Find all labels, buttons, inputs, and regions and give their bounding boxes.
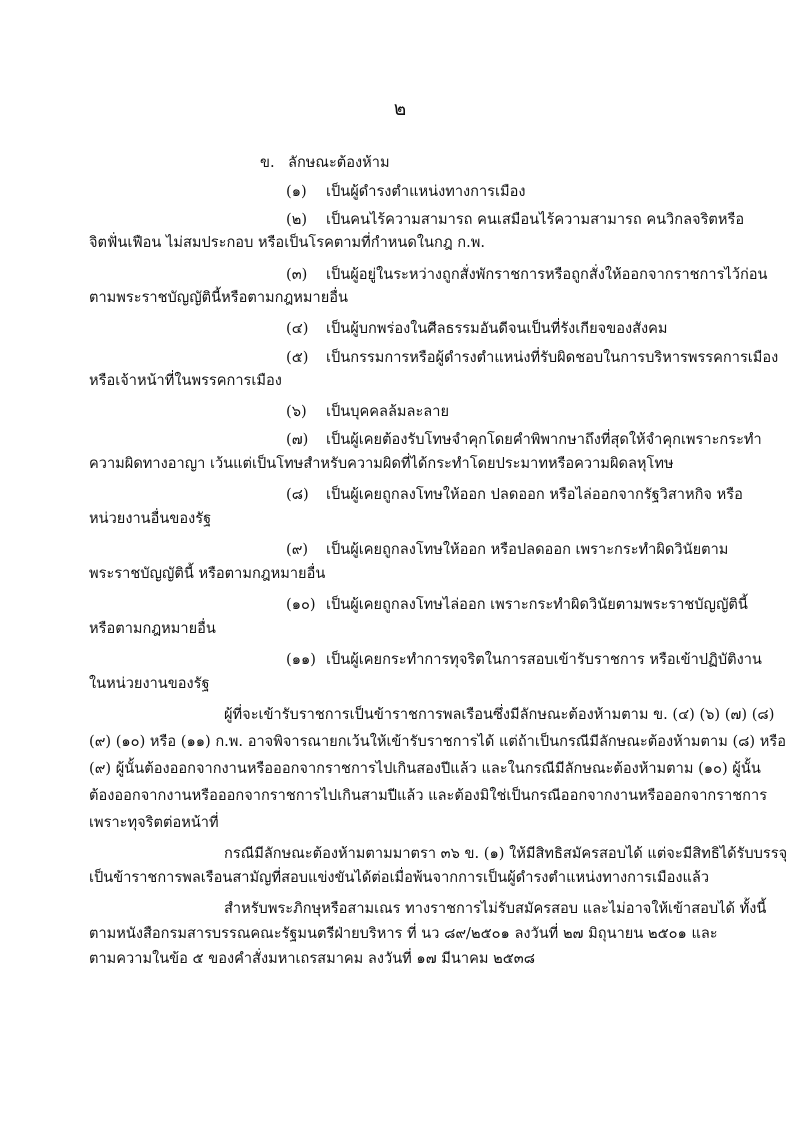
- paragraph-line: สำหรับพระภิกษุหรือสามเณร ทางราชการไม่รับสมัครสอบ และไม่อาจให้เข้าสอบได้ ทั้งนี้: [224, 900, 767, 917]
- item-text: เป็นผู้เคยต้องรับโทษจำคุกโดยคำพิพากษาถึงที่สุดให้จำคุกเพราะกระทำ: [326, 431, 762, 448]
- section-heading: [260, 154, 390, 172]
- paragraph-line: เป็นข้าราชการพลเรือนสามัญที่สอบแข่งขันได้ต่อเมื่อพ้นจากการเป็นผู้ดำรงตำแหน่งทางการเมืองแล้ว: [89, 869, 710, 886]
- paragraph-line: ผู้ที่จะเข้ารับราชการเป็นข้าราชการพลเรือนซึ่งมีลักษณะต้องห้ามตาม ข. (๔) (๖) (๗) (๘): [224, 706, 775, 723]
- item-text: เป็นผู้อยู่ในระหว่างถูกสั่งพักราชการหรือถูกสั่งให้ออกจากราชการไว้ก่อน: [326, 266, 768, 283]
- section-title: ลักษณะต้องห้าม: [288, 154, 390, 171]
- item-number: (๕): [286, 349, 309, 366]
- item-text: เป็นผู้เคยกระทำการทุจริตในการสอบเข้ารับราชการ หรือเข้าปฏิบัติงาน: [326, 651, 762, 668]
- item-number: (๓): [286, 266, 308, 283]
- item-continuation: ความผิดทางอาญา เว้นแต่เป็นโทษสำหรับความผิดที่ได้กระทำโดยประมาทหรือความผิดลหุโทษ: [89, 455, 674, 472]
- item-number: (๗): [286, 431, 309, 448]
- item-continuation: พระราชบัญญัตินี้ หรือตามกฎหมายอื่น: [89, 565, 326, 582]
- section-label: ข.: [260, 154, 275, 171]
- item-number: (๒): [286, 211, 308, 228]
- paragraph-line: ตามหนังสือกรมสารบรรณคณะรัฐมนตรีฝ่ายบริหาร ที่ นว ๘๙/๒๕๐๑ ลงวันที่ ๒๗ มิถุนายน ๒๕๐๑ และ: [89, 925, 718, 942]
- item-text: เป็นผู้ดำรงตำแหน่งทางการเมือง: [326, 183, 526, 200]
- list-item: [286, 651, 762, 669]
- paragraph-line: กรณีมีลักษณะต้องห้ามตามมาตรา ๓๖ ข. (๑) ให้มีสิทธิสมัครสอบได้ แต่จะมีสิทธิได้รับบรรจุ: [224, 845, 788, 862]
- item-text: เป็นคนไร้ความสามารถ คนเสมือนไร้ความสามารถ คนวิกลจริตหรือ: [326, 211, 745, 228]
- list-item: [286, 596, 748, 614]
- paragraph-line: เพราะทุจริตต่อหน้าที่: [89, 814, 219, 831]
- item-text: เป็นผู้บกพร่องในศีลธรรมอันดีจนเป็นที่รังเกียจของสังคม: [326, 320, 668, 337]
- item-number: (๑๐): [286, 596, 316, 613]
- item-continuation: หรือเจ้าหน้าที่ในพรรคการเมือง: [89, 372, 282, 389]
- list-item: [286, 211, 745, 229]
- item-text: เป็นผู้เคยถูกลงโทษให้ออก หรือปลดออก เพราะกระทำผิดวินัยตาม: [326, 541, 729, 558]
- item-number: (๙): [286, 541, 309, 558]
- item-text: เป็นผู้เคยถูกลงโทษไล่ออก เพราะกระทำผิดวินัยตามพระราชบัญญัตินี้: [326, 596, 748, 613]
- list-item: [286, 320, 668, 338]
- page-number: ๒: [393, 98, 407, 120]
- list-item: [286, 486, 743, 504]
- item-text: เป็นกรรมการหรือผู้ดำรงตำแหน่งที่รับผิดชอบในการบริหารพรรคการเมือง: [326, 349, 779, 366]
- item-continuation: หรือตามกฎหมายอื่น: [89, 620, 216, 637]
- paragraph-line: ต้องออกจากงานหรือออกจากราชการไปเกินสามปีแล้ว และต้องมิใช่เป็นกรณีออกจากงานหรือออกจากราชการ: [89, 787, 768, 804]
- item-continuation: จิตฟั่นเฟือน ไม่สมประกอบ หรือเป็นโรคตามที่กำหนดในกฎ ก.พ.: [89, 234, 485, 251]
- item-number: (๔): [286, 320, 309, 337]
- list-item: [286, 541, 728, 559]
- item-text: เป็นบุคคลล้มละลาย: [326, 403, 449, 420]
- item-number: (๘): [286, 486, 309, 503]
- paragraph-line: (๙) ผู้นั้นต้องออกจากงานหรือออกจากราชการไปเกินสองปีแล้ว และในกรณีมีลักษณะต้องห้ามตาม (๑๐) ผู้นั้น: [89, 760, 761, 777]
- item-continuation: หน่วยงานอื่นของรัฐ: [89, 510, 212, 527]
- item-continuation: ในหน่วยงานของรัฐ: [89, 675, 210, 692]
- list-item: [286, 266, 768, 284]
- list-item: [286, 431, 762, 449]
- list-item: [286, 349, 778, 367]
- paragraph-line: ตามความในข้อ ๕ ของคำสั่งมหาเถรสมาคม ลงวันที่ ๑๗ มีนาคม ๒๕๓๘: [89, 950, 536, 967]
- item-number: (๑): [286, 183, 307, 200]
- item-continuation: ตามพระราชบัญญัตินี้หรือตามกฎหมายอื่น: [89, 289, 348, 306]
- list-item: [286, 403, 449, 421]
- item-text: เป็นผู้เคยถูกลงโทษให้ออก ปลดออก หรือไล่ออกจากรัฐวิสาหกิจ หรือ: [326, 486, 743, 503]
- list-item: [286, 183, 526, 201]
- item-number: (๖): [286, 403, 307, 420]
- paragraph-line: (๙) (๑๐) หรือ (๑๑) ก.พ. อาจพิจารณายกเว้นให้เข้ารับราชการได้ แต่ถ้าเป็นกรณีมีลักษณะต้องห้ามตาม (๘) หรือ: [89, 733, 786, 750]
- item-number: (๑๑): [286, 651, 316, 668]
